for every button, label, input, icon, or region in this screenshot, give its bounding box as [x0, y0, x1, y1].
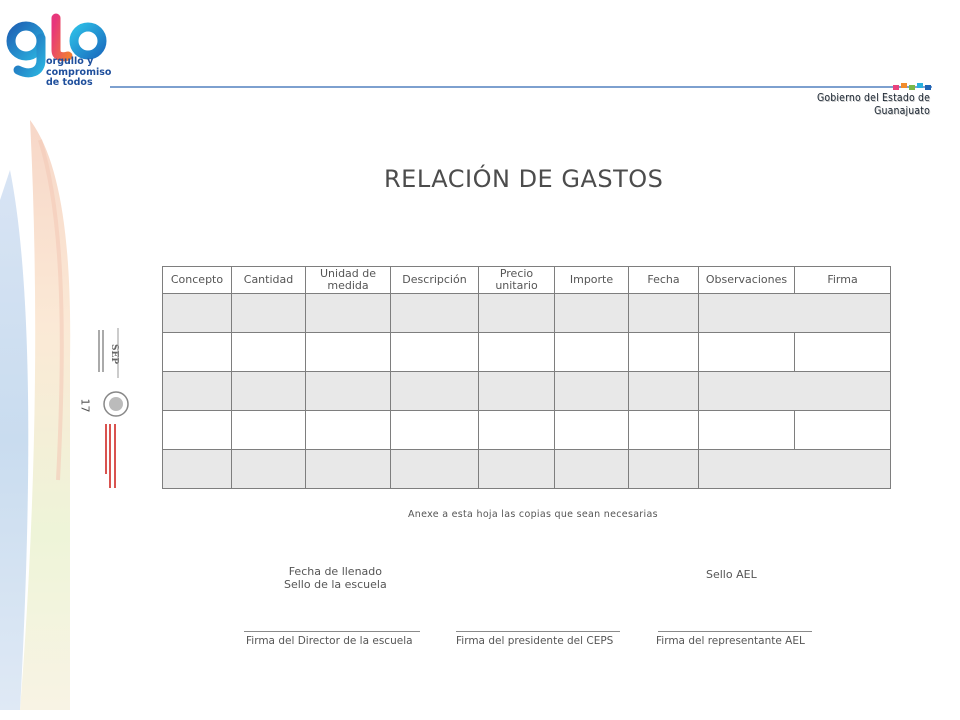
column-header-unidad: Unidad de medida	[306, 267, 391, 294]
column-header-observaciones: Observaciones	[699, 267, 795, 294]
column-header-fecha: Fecha	[629, 267, 699, 294]
signature-line-ceps	[456, 631, 620, 632]
table-row	[163, 411, 891, 450]
table-header-row	[163, 267, 891, 294]
fecha-llenado-label: Fecha de llenado	[288, 565, 383, 578]
signature-label-ceps: Firma del presidente del CEPS	[456, 635, 614, 647]
table-row	[163, 372, 891, 411]
sello-escuela-label: Sello de la escuela	[284, 578, 387, 591]
annex-note: Anexe a esta hoja las copias que sean necesarias	[408, 509, 658, 520]
header-divider	[110, 86, 932, 88]
column-header-concepto: Concepto	[163, 267, 232, 294]
table-row	[163, 294, 891, 333]
svg-text:SEP: SEP	[109, 344, 119, 365]
column-header-descripcion: Descripción	[391, 267, 479, 294]
column-header-importe: Importe	[555, 267, 629, 294]
signature-line-director	[244, 631, 420, 632]
decorative-dots-icon	[893, 83, 933, 91]
logo-tagline: orgullo y compromiso de todos	[46, 56, 112, 88]
signature-label-director: Firma del Director de la escuela	[246, 635, 413, 647]
decorative-ribbon	[0, 120, 80, 710]
government-name: Gobierno del Estado de Guanajuato	[816, 91, 930, 117]
expenses-table	[162, 266, 891, 489]
column-header-cantidad: Cantidad	[232, 267, 306, 294]
signature-line-ael	[658, 631, 812, 632]
signature-label-ael: Firma del representante AEL	[656, 635, 805, 647]
sello-ael-label: Sello AEL	[706, 568, 757, 581]
column-header-firma: Firma	[795, 267, 891, 294]
table-row	[163, 333, 891, 372]
table-row	[163, 450, 891, 489]
column-header-precio: Precio unitario	[479, 267, 555, 294]
fecha-sello-block	[284, 565, 387, 591]
page-title: RELACIÓN DE GASTOS	[384, 165, 664, 193]
page-number: 17	[78, 398, 92, 413]
